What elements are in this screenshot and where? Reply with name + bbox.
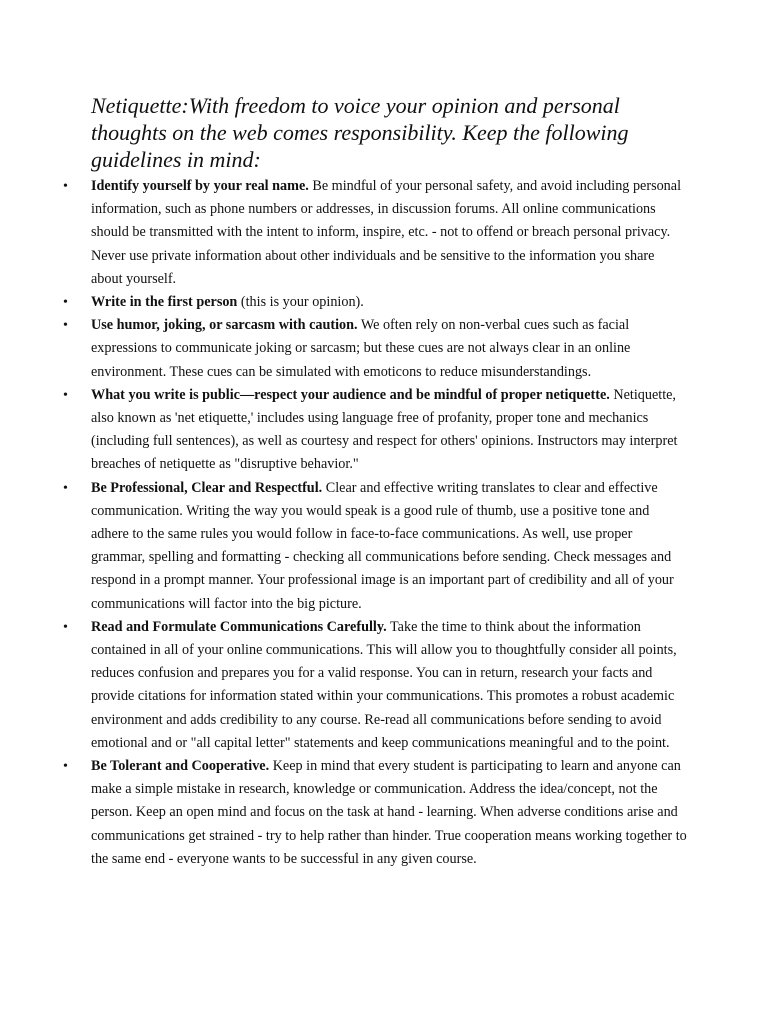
list-item (0, 291, 689, 314)
list-item (0, 616, 689, 755)
bullet-icon: • (63, 387, 68, 403)
list-item (0, 384, 689, 477)
item-lead: Be Tolerant and Cooperative. (91, 758, 270, 775)
bullet-icon: • (63, 480, 68, 496)
item-text: Netiquette, also known as 'net etiquette,' includes using language free of profanity, proper tone and mechanics (including full sentences), as well as courtesy and respect for others' opinions. Instructors may interpret breaches of netiquette as "disruptive behavior." (91, 386, 678, 473)
list-item (0, 175, 689, 291)
bullet-icon: • (63, 759, 68, 775)
item-text: Keep in mind that every student is participating to learn and anyone can make a simple mistake in research, knowledge or communication. Address the idea/concept, not the person. Keep an open mind and focus on the task at hand - learning. When adverse conditions arise and communications get strained - try to help rather than hinder. True cooperation means working together to the same end - everyone wants to be successful in any given course. (91, 758, 687, 867)
item-text: (this is your opinion). (237, 294, 364, 311)
list-item (0, 755, 689, 871)
guidelines-list (0, 175, 768, 871)
bullet-icon: • (63, 295, 68, 311)
item-lead: Write in the first person (91, 294, 238, 311)
item-lead: Identify yourself by your real name. (91, 178, 309, 194)
item-lead: What you write is public—respect your audience and be mindful of proper netiquette. (91, 386, 610, 403)
item-text: Take the time to think about the information contained in all of your online communications. This will allow you to thoughtfully consider all points, reduces confusion and prepares you for a valid response. You can in return, research your facts and provide citations for information stated within your communications. This promotes a robust academic environment and adds credibility to any course. Re-read all communications before sending to avoid emotional and or "all capital letter" statements and keep communications meaningful and to the point. (91, 618, 677, 751)
item-lead: Be Professional, Clear and Respectful. (91, 479, 323, 496)
list-item (0, 477, 689, 616)
item-text: Clear and effective writing translates to clear and effective communication. Writing the way you would speak is a good rule of thumb, use a positive tone and adhere to the same rules you would follow in face-to-face communications. As well, use proper grammar, spelling and formatting - checking all communications before sending. Check messages and respond in a prompt manner. Your professional image is an important part of credibility and all of your communications will factor into the big picture. (91, 479, 674, 612)
document-heading: Netiquette:With freedom to voice your opinion and personal thoughts on the web comes responsibility. Keep the following guidelines in mind: (91, 93, 629, 172)
item-text: Be mindful of your personal safety, and avoid including personal information, such as phone numbers or addresses, in discussion forums. All online communications should be transmitted with the intent to inform, inspire, etc. - not to offend or breach personal privacy. Never use private information about other individuals and be sensitive to the information you share about yourself. (91, 178, 682, 287)
bullet-icon: • (63, 318, 68, 334)
bullet-icon: • (63, 619, 68, 635)
item-text: We often rely on non-verbal cues such as facial expressions to communicate joking or sarcasm; but these cues are not always clear in an online environment. These cues can be simulated with emoticons to reduce misunderstandings. (91, 317, 631, 380)
item-lead: Use humor, joking, or sarcasm with caution. (91, 317, 358, 334)
item-lead: Read and Formulate Communications Carefully. (91, 618, 387, 635)
list-item (0, 314, 689, 384)
bullet-icon: • (63, 179, 68, 194)
